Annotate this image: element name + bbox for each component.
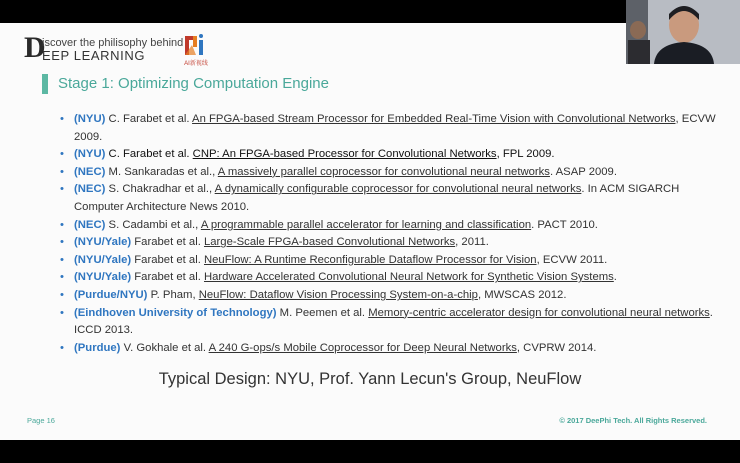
page-number: Page 16 <box>27 416 55 425</box>
reference-authors: C. Farabet et al. <box>108 148 190 161</box>
reference-link[interactable]: Hardware Accelerated Convolutional Neural Network for Synthetic Vision Systems <box>203 271 614 284</box>
bullet-icon: • <box>60 165 64 178</box>
bullet-icon: • <box>60 183 64 196</box>
reference-item <box>60 217 720 235</box>
reference-link[interactable]: CNP: An FPGA-based Processor for Convolutional Networks <box>192 148 497 161</box>
reference-org: (NYU) <box>74 113 106 125</box>
bullet-icon: • <box>60 148 64 161</box>
brand-text: AI新视线 <box>184 61 208 67</box>
reference-authors: S. Chakradhar et al., <box>108 183 213 196</box>
brand-logo <box>182 33 210 67</box>
typical-design-tagline: Typical Design: NYU, Prof. Yann Lecun's Group, NeuFlow <box>158 370 582 388</box>
brand-mark-icon <box>182 33 210 57</box>
reference-org: (Purdue) <box>74 341 121 354</box>
reference-authors: M. Peemen et al. <box>279 306 366 319</box>
webcam-overlay <box>626 0 740 64</box>
reference-venue: , ECVW 2011. <box>536 253 608 266</box>
reference-authors: S. Cadambi et al., <box>108 218 199 231</box>
reference-venue: . PACT 2010. <box>531 218 598 231</box>
reference-venue: , CVPRW 2014. <box>516 341 597 354</box>
reference-item <box>60 146 720 164</box>
reference-item <box>60 269 720 287</box>
bullet-icon: • <box>60 218 64 231</box>
reference-item <box>60 340 720 358</box>
reference-authors: Farabet et al. <box>134 253 201 266</box>
stage-marker <box>42 74 48 94</box>
reference-authors: Farabet et al. <box>134 271 201 284</box>
copyright-notice: © 2017 DeePhi Tech. All Rights Reserved. <box>559 416 707 425</box>
slide <box>0 23 740 440</box>
reference-item <box>60 234 720 252</box>
reference-authors: V. Gokhale et al. <box>123 341 207 354</box>
reference-authors: P. Pham, <box>150 288 196 301</box>
reference-item <box>60 164 720 182</box>
bullet-icon: • <box>60 271 64 284</box>
presenter-video-icon <box>626 0 740 64</box>
reference-link[interactable]: A dynamically configurable coprocessor for convolutional neural networks <box>214 183 582 196</box>
bullet-icon: • <box>60 306 64 319</box>
reference-item <box>60 305 720 340</box>
logo-tagline: iscover the philisophy behind <box>42 37 184 49</box>
reference-authors: Farabet et al. <box>134 236 201 249</box>
reference-link[interactable]: Large-Scale FPGA-based Convolutional Networks <box>203 236 456 249</box>
reference-item <box>60 252 720 270</box>
reference-link[interactable]: A massively parallel coprocessor for convolutional neural networks <box>217 165 550 178</box>
reference-venue: , FPL 2009. <box>496 148 555 161</box>
stage-title: Stage 1: Optimizing Computation Engine <box>58 75 329 92</box>
reference-org: (NYU/Yale) <box>74 236 132 249</box>
bullet-icon: • <box>60 236 64 249</box>
reference-venue: , 2011. <box>455 236 489 249</box>
reference-org: (NEC) <box>74 165 106 178</box>
reference-org: (NYU) <box>74 148 106 161</box>
reference-authors: C. Farabet et al. <box>108 113 190 125</box>
bullet-icon: • <box>60 341 64 354</box>
reference-link[interactable]: NeuFlow: Dataflow Vision Processing System-on-a-chip <box>198 288 478 301</box>
reference-link[interactable]: Memory-centric accelerator design for convolutional neural networks <box>368 306 710 319</box>
reference-authors: M. Sankaradas et al., <box>108 165 216 178</box>
reference-org: (Purdue/NYU) <box>74 288 148 301</box>
reference-org: (NEC) <box>74 183 106 196</box>
reference-venue: , ECVW 2009. <box>74 113 716 143</box>
reference-link[interactable]: A 240 G-ops/s Mobile Coprocessor for Deep Neural Networks <box>208 341 517 354</box>
reference-list <box>60 111 720 357</box>
reference-venue: . ICCD 2013. <box>74 306 713 337</box>
reference-org: (Eindhoven University of Technology) <box>74 306 277 319</box>
bullet-icon: • <box>60 113 64 125</box>
reference-item <box>60 287 720 305</box>
reference-item <box>60 181 720 216</box>
reference-link[interactable]: NeuFlow: A Runtime Reconfigurable Dataflow Processor for Vision <box>203 253 537 266</box>
reference-venue: . ASAP 2009. <box>549 165 617 178</box>
letterbox-bottom <box>0 440 740 463</box>
logo-letter: D <box>24 31 46 64</box>
reference-org: (NYU/Yale) <box>74 253 132 266</box>
bullet-icon: • <box>60 288 64 301</box>
reference-venue: . <box>613 271 617 284</box>
logo-title: EEP LEARNING <box>42 48 146 63</box>
reference-link[interactable]: A programmable parallel accelerator for learning and classification <box>200 218 532 231</box>
reference-org: (NEC) <box>74 218 106 231</box>
reference-link[interactable]: An FPGA-based Stream Processor for Embedded Real-Time Vision with Convolutional Networks <box>192 113 676 125</box>
reference-org: (NYU/Yale) <box>74 271 132 284</box>
reference-venue: . In ACM SIGARCH Computer Architecture News 2010. <box>74 183 680 213</box>
reference-venue: , MWSCAS 2012. <box>477 288 567 301</box>
bullet-icon: • <box>60 253 64 266</box>
reference-item <box>60 111 720 146</box>
